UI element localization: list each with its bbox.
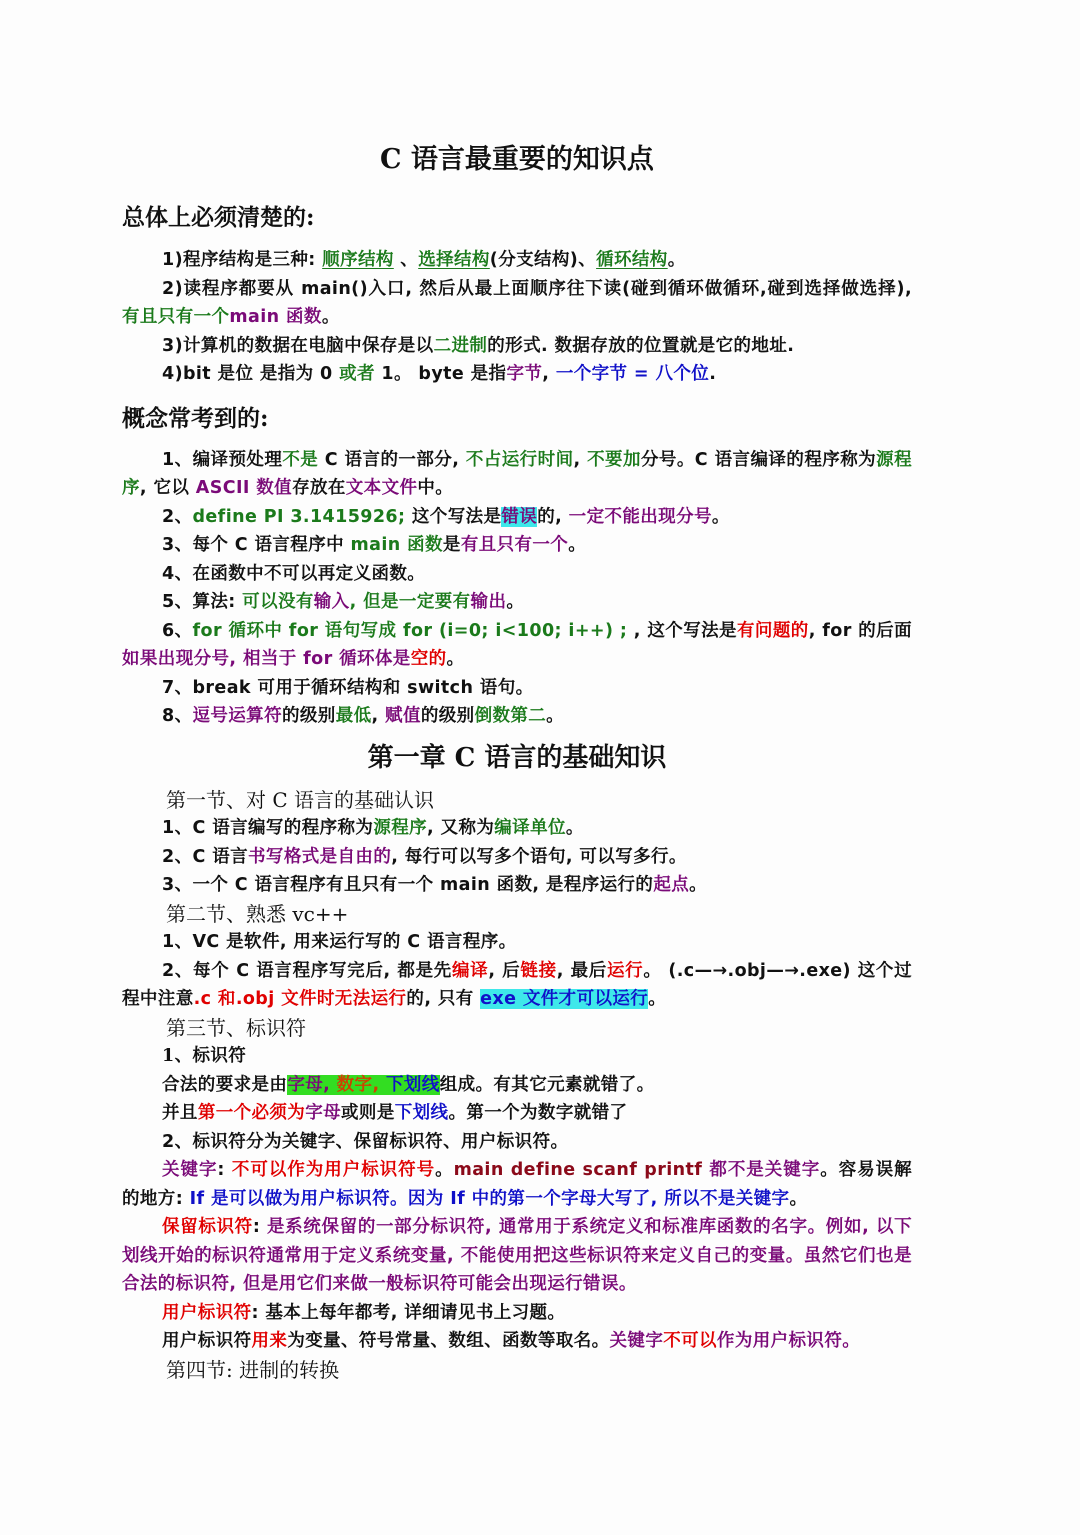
text-segment: , 但是一定要有: [349, 592, 471, 612]
text-segment: 、: [393, 250, 419, 270]
paragraph: [122, 957, 912, 1014]
paragraph: [122, 560, 912, 589]
text-segment: , 最后: [556, 960, 607, 981]
text-segment: 这个写法是: [405, 506, 502, 527]
text-segment: 。 (.c—→.obj—→.exe) 这个过程中注意: [122, 960, 913, 1009]
heading: [122, 399, 912, 439]
paragraph: [122, 446, 912, 503]
text-segment: 1)程序结构是三种:: [162, 250, 323, 270]
text-segment: 的级别: [420, 706, 475, 726]
text-segment: main define scanf printf: [453, 1160, 710, 1180]
text-segment: 2、每个 C 语言程序写完后, 都是先: [162, 960, 452, 981]
paragraph: [122, 674, 912, 703]
text-segment: 用来: [251, 1331, 288, 1351]
text-segment: 3、一个 C 语言程序有且只有一个 main 函数, 是程序运行的: [162, 875, 654, 895]
text-segment: 字母: [305, 1103, 342, 1123]
text-segment: 第一节、对 C 语言的基础认识: [166, 787, 435, 812]
paragraph: [122, 871, 912, 900]
text-segment: , 后: [488, 960, 521, 981]
text-segment: 。: [446, 649, 465, 669]
section-heading: [166, 786, 912, 815]
text-segment: 输出: [470, 592, 507, 612]
text-segment: 2)读程序都要从 main()入口, 然后从最上面顺序往下读(碰到循环做循环,碰到选择做选择),: [162, 278, 912, 299]
document-title: [122, 140, 912, 180]
text-segment: :: [217, 1160, 232, 1180]
text-segment: 可以没有: [242, 592, 314, 612]
text-segment: .: [709, 364, 717, 384]
highlighted-text: 数字,: [336, 1074, 386, 1095]
text-segment: 赋值: [385, 706, 421, 726]
section-heading: [166, 1014, 912, 1043]
text-segment: 第二节、熟悉 vc++: [166, 901, 349, 926]
text-segment: 2、标识符分为关键字、保留标识符、用户标识符。: [162, 1131, 569, 1152]
text-segment: 。: [435, 1160, 454, 1180]
paragraph: [122, 814, 912, 843]
text-segment: (分支结构)、: [489, 250, 597, 270]
text-segment: 的,: [537, 506, 569, 527]
paragraph: [122, 1042, 912, 1071]
paragraph: [122, 531, 912, 560]
text-segment: 1、标识符: [162, 1046, 247, 1066]
text-segment: 1。 byte 是指: [374, 364, 507, 384]
text-segment: 字节: [506, 364, 543, 384]
text-segment: 8、: [162, 706, 193, 726]
text-segment: 2、C 语言: [162, 846, 249, 867]
text-segment: 不占运行时间: [465, 449, 574, 470]
text-segment: 第四节: 进制的转换: [166, 1357, 340, 1382]
paragraph: [122, 1128, 912, 1157]
text-segment: 或则是: [341, 1103, 395, 1123]
text-segment: 第一章 C 语言的基础知识: [367, 742, 667, 773]
text-segment: , 它以: [139, 478, 196, 498]
text-segment: 二进制: [433, 335, 488, 356]
text-segment: 关键字: [162, 1160, 218, 1180]
text-segment: 输入: [313, 592, 350, 612]
text-segment: 都不是关键字: [709, 1160, 821, 1180]
text-segment: 书写格式是自由的: [248, 846, 392, 867]
text-segment: 倒数第二: [474, 706, 547, 726]
text-segment: 1、C 语言编写的程序称为: [162, 818, 374, 838]
text-segment: 或者: [339, 364, 375, 384]
text-segment: 保留标识符: [162, 1217, 253, 1237]
text-segment: ASCII 数值: [195, 478, 293, 498]
text-segment: 逗号运算符: [192, 706, 282, 726]
highlighted-text: 字母,: [287, 1074, 337, 1095]
text-segment: 选择结构: [418, 250, 490, 270]
text-segment: 。: [789, 1188, 808, 1209]
text-segment: ,: [542, 364, 556, 384]
text-segment: 5、算法:: [162, 592, 243, 612]
text-segment: main 函数: [229, 307, 322, 327]
text-segment: 关键字: [609, 1331, 664, 1351]
text-segment: 一个字节 = 八个位: [555, 364, 710, 384]
text-segment: 有问题的: [736, 620, 809, 641]
text-segment: 为变量、符号常量、数组、函数等取名。: [287, 1331, 610, 1351]
chapter-title: [122, 738, 912, 778]
text-segment: ,: [371, 706, 386, 726]
text-segment: 概念常考到的:: [122, 404, 269, 432]
paragraph: [122, 275, 912, 332]
paragraph: [122, 1299, 912, 1328]
paragraph: [122, 1099, 912, 1128]
text-segment: 是: [442, 535, 461, 555]
section-heading: [166, 900, 912, 929]
text-segment: 。: [648, 989, 667, 1009]
text-segment: 的形式. 数据存放的位置就是它的地址.: [487, 335, 795, 356]
text-segment: for 循环中 for 语句写成 for (i=0; i<100; i++) ;: [192, 620, 628, 641]
text-segment: 作为用户标识符。: [716, 1331, 861, 1351]
text-segment: 3)计算机的数据在电脑中保存是以: [162, 335, 434, 356]
paragraph: [122, 702, 912, 731]
text-segment: 。: [568, 535, 587, 555]
text-segment: main 函数: [350, 535, 443, 555]
text-segment: 第一个必须为: [197, 1103, 306, 1123]
text-segment: 源程序: [122, 449, 912, 498]
paragraph: [122, 1156, 912, 1213]
text-segment: 编译单位: [494, 818, 566, 838]
heading: [122, 198, 912, 238]
text-segment: 文本文件: [345, 478, 418, 498]
text-segment: 用户标识符: [162, 1302, 252, 1323]
text-segment: 起点: [653, 875, 690, 895]
text-segment: 不可以: [663, 1331, 717, 1351]
text-segment: 。: [667, 250, 686, 270]
text-segment: 4)bit 是位 是指为 0: [162, 364, 340, 384]
text-segment: , 又称为: [427, 818, 495, 838]
text-segment: :: [252, 1217, 268, 1237]
paragraph: [122, 617, 912, 674]
text-segment: 。: [711, 506, 730, 527]
text-segment: If 是可以做为用户标识符。因为 If 中的第一个字母大写了, 所以不是关键字: [189, 1188, 790, 1209]
text-segment: , for 的后面: [808, 620, 912, 641]
text-segment: 3、每个 C 语言程序中: [162, 535, 351, 555]
text-segment: 4、在函数中不可以再定义函数。: [162, 563, 426, 584]
text-segment: 如果出现分号, 相当于 for 循环体是: [122, 649, 411, 669]
text-segment: , 每行可以写多个语句, 可以写多行。: [391, 846, 687, 867]
text-segment: 链接: [520, 960, 557, 981]
paragraph: [122, 1327, 912, 1356]
text-segment: 存放在: [292, 478, 346, 498]
text-segment: , 这个写法是: [627, 620, 737, 641]
text-segment: 。第一个为数字就错了: [448, 1103, 628, 1123]
text-segment: C 语言的一部分,: [318, 449, 466, 470]
text-segment: 的, 只有: [406, 989, 481, 1009]
paragraph: [122, 843, 912, 872]
paragraph: [122, 1213, 912, 1299]
text-segment: 。: [565, 818, 584, 838]
text-segment: 2、: [162, 506, 193, 527]
text-segment: 7、break 可用于循环结构和 switch 语句。: [162, 677, 534, 698]
text-segment: 合法的要求是由: [162, 1074, 288, 1095]
text-segment: 。: [506, 592, 525, 612]
text-segment: 中。: [417, 478, 454, 498]
text-segment: 最低: [335, 706, 372, 726]
text-segment: 有且只有一个: [122, 307, 230, 327]
paragraph: [122, 503, 912, 532]
text-segment: 源程序: [373, 818, 428, 838]
text-segment: 并且: [162, 1103, 198, 1123]
text-segment: 运行: [606, 960, 644, 981]
paragraph: [122, 928, 912, 957]
text-segment: .c 和.obj 文件时无法运行: [193, 989, 407, 1009]
text-segment: 不可以作为用户标识符号: [231, 1160, 436, 1180]
text-segment: 。容易误解的地方:: [122, 1160, 912, 1209]
text-segment: 。: [689, 875, 708, 895]
text-segment: 不要加: [587, 449, 641, 470]
paragraph: [122, 588, 912, 617]
highlighted-text: 下划线: [386, 1074, 440, 1095]
text-segment: 组成。有其它元素就错了。: [439, 1074, 655, 1095]
text-segment: 1、VC 是软件, 用来运行写的 C 语言程序。: [162, 932, 517, 952]
text-segment: 1、编译预处理: [162, 449, 283, 470]
text-segment: 总体上必须清楚的:: [122, 204, 315, 231]
text-segment: 用户标识符: [162, 1331, 252, 1351]
text-segment: 。: [546, 706, 565, 726]
text-segment: 一定不能出现分号: [568, 506, 712, 527]
text-segment: 6、: [162, 620, 193, 641]
section-heading: [166, 1356, 912, 1385]
text-segment: C 语言最重要的知识点: [380, 144, 654, 175]
text-segment: 是系统保留的一部分标识符, 通常用于系统定义和标准库函数的名字。例如, 以下划线开始的标识符通常用于定义系统变量, 不能使用把这些标识符来定义自己的变量。虽然它们也是合法的标识符, 但是用它们来做一般标识符可能会出现运行错误。: [122, 1217, 913, 1294]
text-segment: 不是: [282, 449, 319, 470]
text-segment: : 基本上每年都考, 详细请见书上习题。: [251, 1302, 566, 1323]
text-segment: 循环结构: [596, 250, 668, 270]
text-segment: 分号。C 语言编译的程序称为: [640, 449, 877, 470]
text-segment: 顺序结构: [322, 250, 394, 270]
paragraph: [122, 360, 912, 389]
highlighted-text: 错误: [501, 506, 538, 527]
document-page: [122, 140, 912, 1384]
text-segment: define PI 3.1415926;: [192, 506, 406, 527]
text-segment: 的级别: [281, 706, 336, 726]
text-segment: ,: [573, 449, 588, 470]
text-segment: 编译: [451, 960, 489, 981]
highlighted-text: exe 文件才可以运行: [480, 989, 649, 1009]
paragraph: [122, 332, 912, 361]
text-segment: 有且只有一个: [460, 535, 569, 555]
text-segment: 。: [321, 307, 340, 327]
paragraph: [122, 1071, 912, 1100]
paragraph: [122, 246, 912, 275]
text-segment: 第三节、标识符: [166, 1015, 306, 1040]
text-segment: 下划线: [394, 1103, 449, 1123]
text-segment: 空的: [410, 649, 447, 669]
